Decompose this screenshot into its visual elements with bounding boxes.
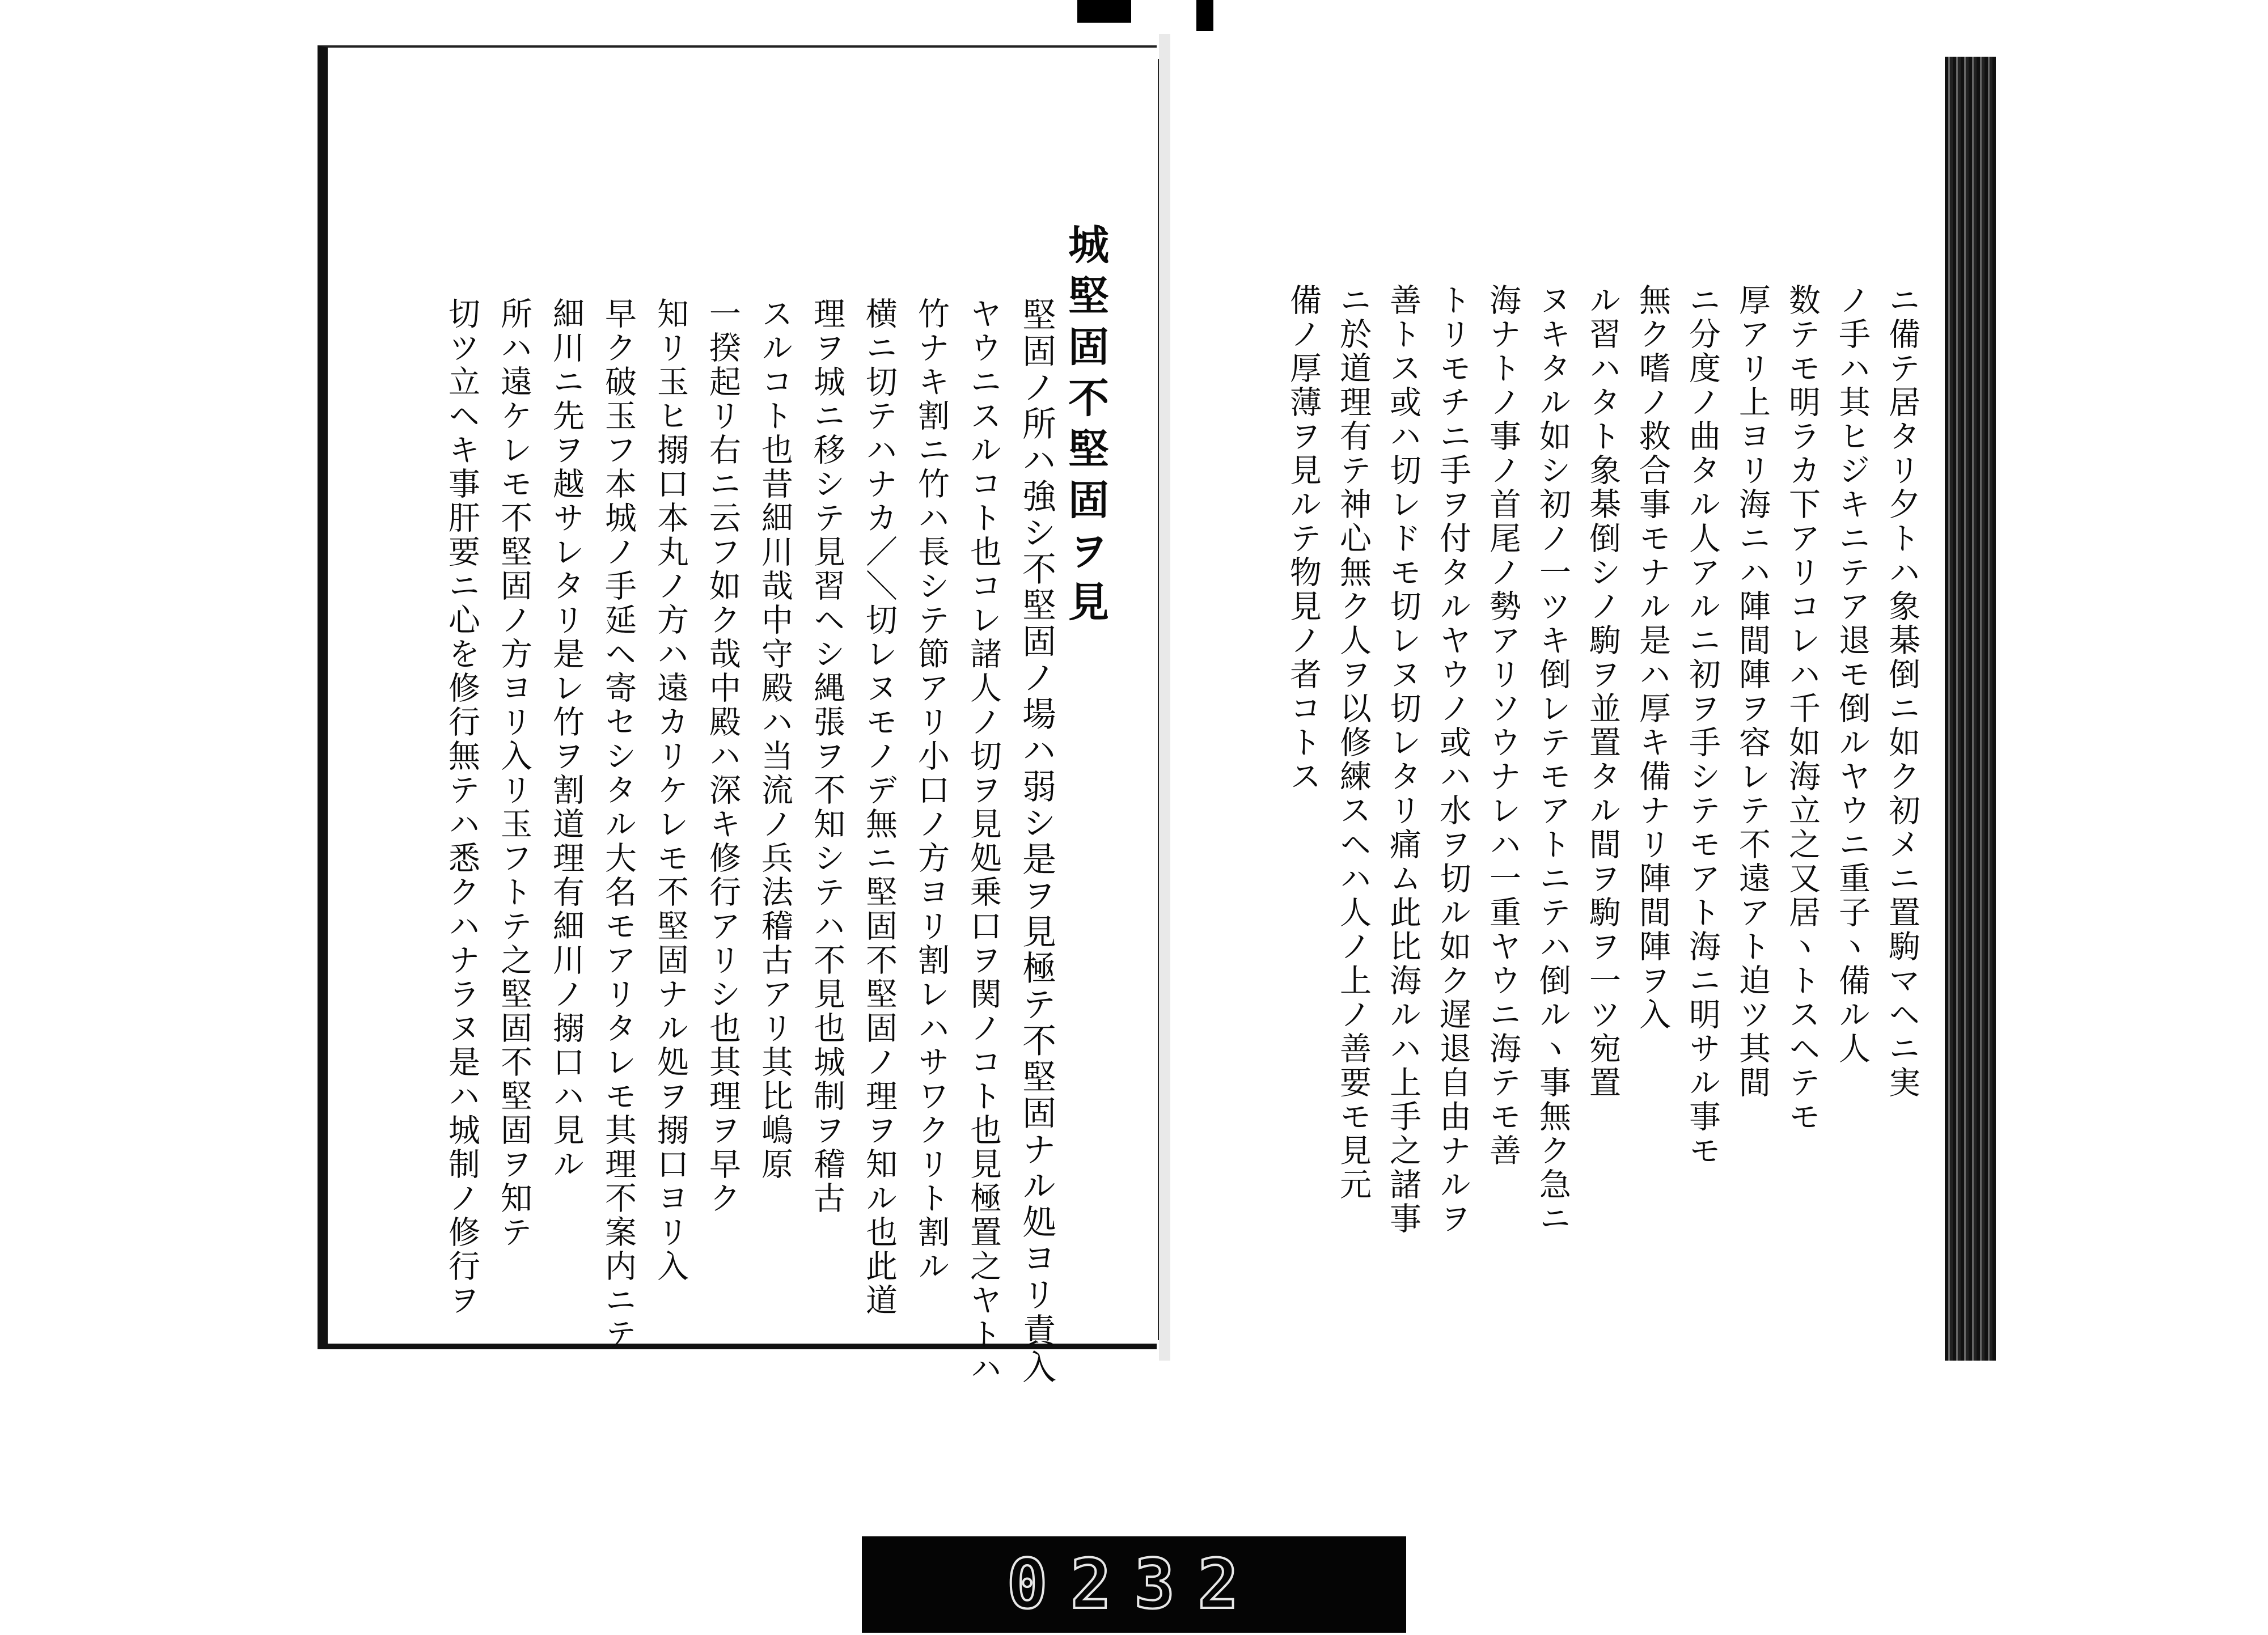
text-column: 竹ナキ割ニ竹ハ長シテ節アリ小口ノ方ヨリ割レハサワクリト割ル [913, 297, 950, 1284]
text-column: ヌキタル如シ初ノ一ツキ倒レテモアトニテハ倒ルヽ事無ク急ニ [1534, 283, 1571, 1236]
text-column: 堅固ノ所ハ強シ不堅固ノ場ハ弱シ是ヲ見極テ不堅固ナル処ヨリ責入 [1017, 297, 1056, 1386]
text-column: 細川ニ先ヲ越サレタリ是レ竹ヲ割道理有細川ノ搦口ハ見ル [548, 297, 585, 1181]
text-column: ニ分度ノ曲タル人アルニ初ヲ手シテモアト海ニ明サル事モ [1684, 283, 1721, 1168]
binding-clip-right [1196, 0, 1213, 31]
text-column: 数テモ明ラカ下アリコレハ千如海立之又居ヽトスヘテモ [1784, 283, 1821, 1134]
frame-number-stamp [862, 1536, 1406, 1633]
text-column: 知リ玉ヒ搦口本丸ノ方ハ遠カリケレモ不堅固ナル処ヲ搦口ヨリ入 [652, 297, 689, 1284]
text-column: 横ニ切テハナカ／＼切レヌモノデ無ニ堅固不堅固ノ理ヲ知ル也此道 [861, 297, 898, 1318]
text-column: 無ク嗜ノ救合事モナル是ハ厚キ備ナリ陣間陣ヲ入 [1634, 283, 1671, 1032]
text-column: ノ手ハ其ヒジキニテア退モ倒ルヤウニ重子ヽ備ル人 [1834, 283, 1871, 1066]
right-page [1171, 51, 1965, 1355]
text-column: 備ノ厚薄ヲ見ルテ物見ノ者コトス [1285, 283, 1322, 794]
text-column: 善トス或ハ切レドモ切レヌ切レタリ痛ム此比海ルハ上手之諸事 [1385, 283, 1421, 1236]
text-column: ニ備テ居タリ夕トハ象棊倒ニ如ク初メニ置駒マヘニ実 [1884, 283, 1920, 1100]
text-column: ル習ハタト象棊倒シノ駒ヲ並置タル間ヲ駒ヲ一ツ宛置 [1584, 283, 1621, 1100]
frame-number: 0232 [1006, 1545, 1262, 1624]
text-column: 海ナトノ事ノ首尾ノ勢アリソウナレハ一重ヤウニ海テモ善 [1484, 283, 1521, 1168]
text-column: 厚アリ上ヨリ海ニハ陣間陣ヲ容レテ不遠アト迫ツ其間 [1734, 283, 1771, 1100]
text-column: スルコト也昔細川哉中守殿ハ当流ノ兵法稽古アリ其比嶋原 [756, 297, 793, 1181]
page-edge-stack [1945, 57, 1996, 1361]
text-column: 切ツ立ヘキ事肝要ニ心を修行無テハ悉クハナラヌ是ハ城制ノ修行ヲ [443, 297, 480, 1318]
text-column: 早ク破玉フ本城ノ手延ヘ寄セシタル大名モアリタレモ其理不案内ニテ [600, 297, 637, 1352]
text-column: 所ハ遠ケレモ不堅固ノ方ヨリ入リ玉フトテ之堅固不堅固ヲ知テ [496, 297, 532, 1249]
left-page [318, 45, 1157, 1386]
text-column: 理ヲ城ニ移シテ見習ヘシ縄張ヲ不知シテハ不見也城制ヲ稽古 [809, 297, 845, 1215]
text-column: ヤウニスルコト也コレ諸人ノ切ヲ見処乗口ヲ関ノコト也見極置之ヤトハ [965, 297, 1002, 1386]
text-column: トリモチニ手ヲ付タルヤウノ或ハ水ヲ切ル如ク遅退自由ナルヲ [1435, 283, 1471, 1236]
book-gutter [1159, 34, 1170, 1361]
section-heading: 城堅固不堅固ヲ見 [1061, 223, 1110, 632]
binding-clip-left [1077, 0, 1131, 23]
text-column: 一揆起リ右ニ云フ如ク哉中殿ハ深キ修行アリシ也其理ヲ早ク [704, 297, 741, 1215]
text-column: ニ於道理有テ神心無ク人ヲ以修練スヘハ人ノ上ノ善要モ見元 [1335, 283, 1372, 1202]
